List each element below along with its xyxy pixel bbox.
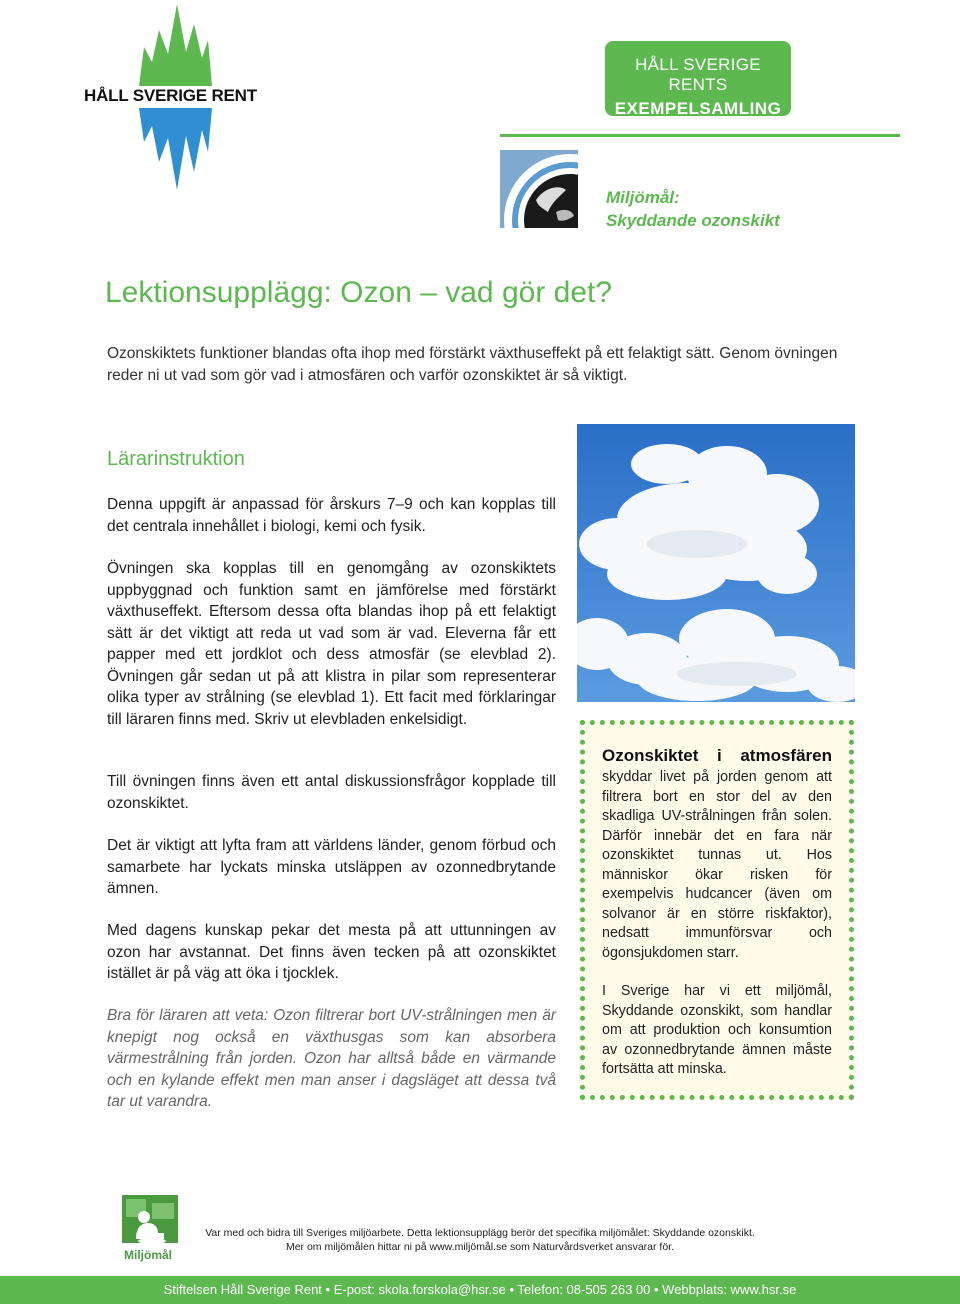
fact-box-heading: Ozonskiktet i atmosfären (602, 746, 832, 765)
teacher-text: Denna uppgift är anpassad för årskurs 7–9 och kan kopplas till det centrala innehållet i biologi, kemi och fysik. (107, 496, 556, 535)
teacher-paragraph-5 (107, 920, 556, 985)
teacher-instruction-heading: Lärarinstruktion (107, 448, 245, 470)
badge-line-2: EXEMPELSAMLING (614, 99, 782, 118)
teacher-note (107, 1005, 556, 1113)
environmental-goal (606, 186, 780, 232)
goal-name: Skyddande ozonskikt (606, 211, 780, 230)
miljomal-logo-label: Miljömål (124, 1248, 173, 1262)
clouds-photo (577, 424, 855, 702)
header-divider (500, 134, 900, 137)
fact-text: I Sverige har vi ett miljömål, Skyddande ozonskikt, som handlar om att produktion och konsumtion av ozonnedbrytande ämnen måste fortsätta att minska. (602, 983, 832, 1077)
ozone-layer-icon (500, 150, 578, 228)
teacher-paragraph-3 (107, 771, 556, 814)
teacher-text: Till övningen finns även ett antal diskussionsfrågor kopplade till ozonskiktet. (107, 773, 556, 812)
fact-box-paragraph-1 (602, 768, 832, 963)
logo-blue-reflection (139, 108, 212, 190)
teacher-text: Det är viktigt att lyfta fram att världens länder, genom förbud och samarbete har lyckats minska utsläppen av ozonnedbrytande ämnen. (107, 837, 556, 897)
teacher-paragraph-4 (107, 835, 556, 900)
collection-badge (605, 41, 791, 116)
footer-info-line-1: Var med och bidra till Sveriges miljöarbete. Detta lektionsupplägg berör det specifika miljömålet: Skyddande ozonskikt. (205, 1227, 755, 1239)
goal-label: Miljömål: (606, 188, 680, 207)
teacher-paragraph-1 (107, 494, 556, 537)
note-text: Bra för läraren att veta: Ozon filtrerar bort UV-strålningen men är knepigt nog också en växthusgas som kan absorbera värmestrålning från jorden. Ozon har alltså både en värmande och en kylande effekt men man anser i dagsläget att dessa två tar ut varandra. (107, 1007, 556, 1110)
footer-contact-bar: Stiftelsen Håll Sverige Rent • E-post: skola.forskola@hsr.se • Telefon: 08-505 263 00 • Webbplats: www.hsr.se (0, 1276, 960, 1304)
fact-text: skyddar livet på jorden genom att filtrera bort en stor del av den skadliga UV-strålningen från solen. Därför innebär det en fara när ozonskiktet tunnas ut. Hos människor ökar risken för exempelvis hudcancer (även om solvanor är en större riskfaktor), nedsatt immunförsvar och ögonsjukdomen starr. (602, 769, 832, 961)
badge-line-1: HÅLL SVERIGE RENTS (635, 55, 761, 94)
logo-green-peaks (139, 4, 212, 86)
teacher-paragraph-2 (107, 558, 556, 730)
teacher-text: Övningen ska kopplas till en genomgång av ozonskiktets uppbyggnad och funktion samt en jämförelse med förstärkt växthuseffekt. Eftersom dessa ofta blandas ihop på ett felaktigt sätt är det viktigt att reda ut vad som är vad. Eleverna får ett papper med ett jordklot och dess atmosfär (se elevblad 2). Övningen går sedan ut på att klistra in pilar som representerar olika typer av strålning (se elevblad 1). Ett facit med förklaringar till läraren finns med. Skriv ut elevbladen enkelsidigt. (107, 560, 556, 728)
page-title: Lektionsupplägg: Ozon – vad gör det? (105, 276, 613, 309)
intro-text (107, 343, 867, 386)
footer-info (180, 1226, 780, 1254)
logo-wordmark: HÅLL SVERIGE RENT (84, 86, 257, 105)
teacher-text: Med dagens kunskap pekar det mesta på att uttunningen av ozon har avstannat. Det finns även tecken på att ozonskiktet istället är på väg att öka i tjocklek. (107, 922, 556, 982)
footer-info-line-2: Mer om miljömålen hittar ni på www.miljömål.se som Naturvårdsverket ansvarar för. (285, 1241, 675, 1253)
intro-paragraph: Ozonskiktets funktioner blandas ofta ihop med förstärkt växthuseffekt på ett felaktigt sätt. Genom övningen reder ni ut vad som gör vad i atmosfären och varför ozonskiktet är så viktigt. (107, 345, 838, 384)
fact-box-paragraph-2 (602, 982, 832, 1080)
